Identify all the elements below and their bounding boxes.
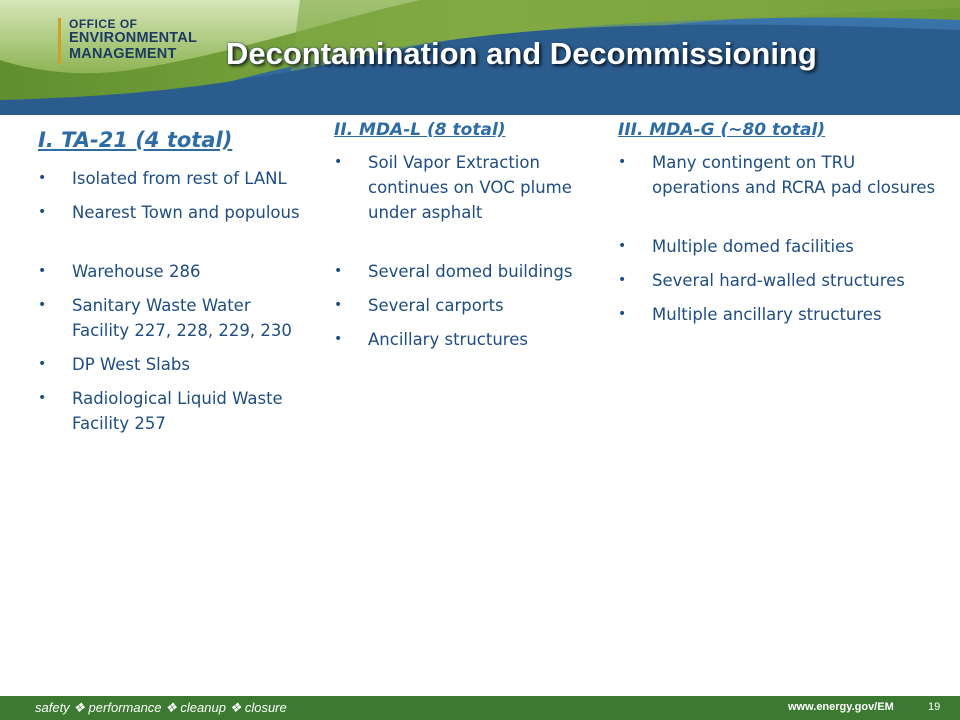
list-item: • Sanitary Waste Water Facility 227, 228, 229, 230 [38, 293, 300, 343]
footer-tagline: safety ❖ performance ❖ cleanup ❖ closure [35, 700, 287, 715]
list-item: • Many contingent on TRU operations and RCRA pad closures [618, 150, 938, 200]
list-item: • Several carports [334, 293, 596, 318]
list-item: • Several domed buildings [334, 259, 596, 284]
list-item: • Multiple domed facilities [618, 234, 938, 259]
logo-line-3: MANAGEMENT [69, 46, 177, 62]
column-mda-l [334, 120, 596, 361]
column-heading: III. MDA-G (~80 total) [618, 120, 826, 140]
header-banner [0, 0, 960, 115]
list-item: • Nearest Town and populous [38, 200, 300, 225]
list-item: • Warehouse 286 [38, 259, 300, 284]
bullet-list [38, 166, 300, 436]
list-item: • Soil Vapor Extraction continues on VOC plume under asphalt [334, 150, 596, 225]
column-heading: II. MDA-L (8 total) [334, 120, 506, 140]
page-number: 19 [928, 701, 941, 713]
list-item: • Multiple ancillary structures [618, 302, 938, 327]
list-item: • DP West Slabs [38, 352, 300, 377]
bullet-list [618, 150, 938, 327]
column-ta21 [38, 128, 300, 445]
slide-title: Decontamination and Decommissioning [226, 36, 817, 71]
footer-bar [0, 696, 960, 720]
list-item: • Radiological Liquid Waste Facility 257 [38, 386, 300, 436]
logo-line-2: ENVIRONMENTAL [69, 30, 197, 46]
column-mda-g [618, 120, 938, 336]
footer-url[interactable]: www.energy.gov/EM [788, 701, 894, 713]
bullet-list [334, 150, 596, 352]
column-heading: I. TA-21 (4 total) [38, 128, 233, 152]
list-item: • Several hard-walled structures [618, 268, 938, 293]
list-item: • Ancillary structures [334, 327, 596, 352]
logo-line-1: OFFICE OF [69, 17, 138, 31]
list-item: • Isolated from rest of LANL [38, 166, 300, 191]
office-logo [58, 18, 197, 64]
